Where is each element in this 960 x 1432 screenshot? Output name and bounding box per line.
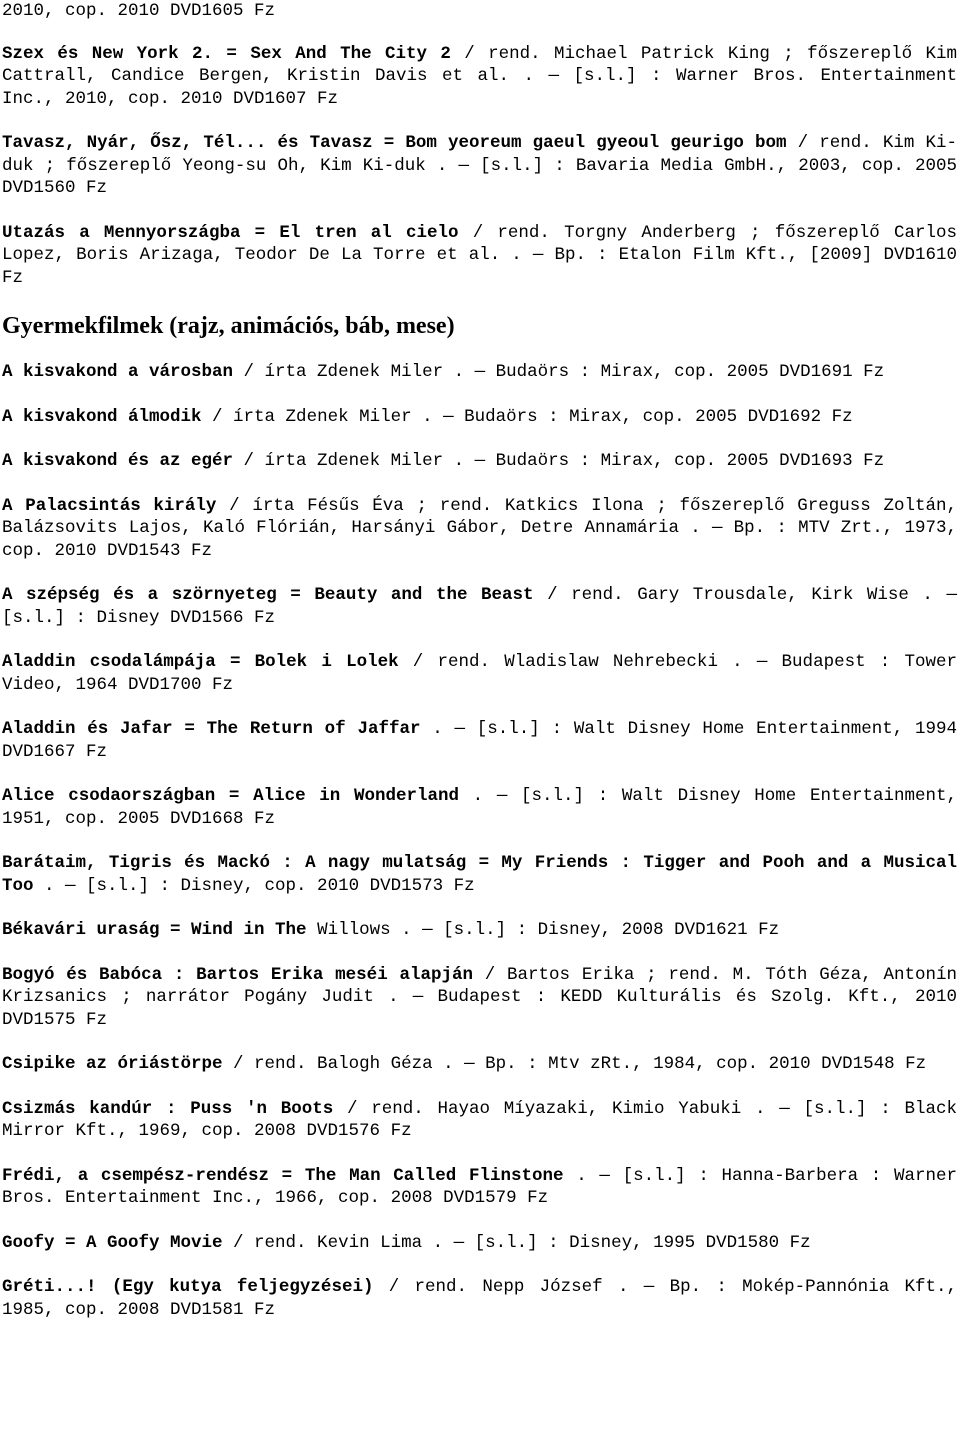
entry-title: Frédi, a csempész-rendész = The Man Called Flinstone — [2, 1165, 564, 1186]
entry-title: Alice csodaországban = Alice in Wonderland — [2, 786, 459, 806]
entry-title: Aladdin és Jafar = The Return of Jaffar — [2, 719, 421, 739]
catalog-entry — [2, 1053, 957, 1076]
catalog-entry — [2, 0, 957, 23]
entry-details: / rend. Balogh Géza . — Bp. : Mtv zRt., 1984, cop. 2010 DVD1548 Fz — [222, 1054, 927, 1074]
catalog-entry — [2, 852, 957, 897]
entry-title: Gréti...! (Egy kutya feljegyzései) — [2, 1277, 374, 1297]
entry-details: / írta Zdenek Miler . — Budaörs : Mirax, cop. 2005 DVD1693 Fz — [233, 451, 885, 471]
entry-title: Barátaim, Tigris és Mackó : A nagy mulatság = My Friends : Tigger and Pooh and a Musical Too — [2, 853, 957, 896]
catalog-entry — [2, 718, 957, 763]
catalog-entry — [2, 584, 957, 629]
entry-title: Tavasz, Nyár, Ősz, Tél... és Tavasz = Bom yeoreum gaeul gyeoul geurigo bom — [2, 133, 787, 153]
entry-details: . — [s.l.] : Hanna-Barbera : Warner Bros. Entertainment Inc., 1966, cop. 2008 DVD1579 Fz — [2, 1165, 957, 1208]
entry-details: / rend. Gary Trousdale, Kirk Wise . — [s.l.] : Disney DVD1566 Fz — [2, 585, 957, 628]
entry-title: Aladdin csodalámpája = Bolek i Lolek — [2, 652, 399, 672]
catalog-entry — [2, 1165, 957, 1210]
entry-title: A szépség és a szörnyeteg = Beauty and the Beast — [2, 585, 534, 605]
entry-details: . — [s.l.] : Walt Disney Home Entertainment, 1951, cop. 2005 DVD1668 Fz — [2, 786, 958, 829]
catalog-entry — [2, 450, 957, 473]
catalog-entry — [2, 43, 957, 111]
entry-details: / rend. Kevin Lima . — [s.l.] : Disney, 1995 DVD1580 Fz — [222, 1232, 811, 1253]
catalog-entry — [2, 964, 957, 1032]
entry-details: / írta Zdenek Miler . — Budaörs : Mirax, cop. 2005 DVD1692 Fz — [201, 406, 853, 427]
entry-details: / írta Zdenek Miler . — Budaörs : Mirax, cop. 2005 DVD1691 Fz — [233, 362, 885, 382]
entry-title: Csipike az óriástörpe — [2, 1054, 223, 1074]
entry-title: A Palacsintás király — [2, 495, 217, 516]
entry-title: A kisvakond a városban — [2, 362, 234, 382]
entry-details: / rend. Kim Ki-duk ; főszereplő Yeong-su Oh, Kim Ki-duk . — [s.l.] : Bavaria Media GmbH., 2003, cop. 2005 DVD1560 Fz — [2, 133, 957, 198]
catalog-entry — [2, 651, 957, 696]
entry-details: Willows . — [s.l.] : Disney, 2008 DVD1621 Fz — [306, 920, 780, 940]
catalog-entry — [2, 919, 957, 942]
catalog-entry — [2, 1276, 957, 1321]
entry-title: Békavári uraság = Wind in The — [2, 920, 307, 940]
catalog-entry — [2, 406, 957, 429]
entry-details: . — [s.l.] : Walt Disney Home Entertainment, 1994 DVD1667 Fz — [2, 719, 957, 762]
entry-title: A kisvakond álmodik — [2, 406, 202, 427]
catalog-entry — [2, 495, 957, 563]
entry-details: . — [s.l.] : Disney, cop. 2010 DVD1573 Fz — [33, 875, 475, 896]
entry-title: Csizmás kandúr : Puss 'n Boots — [2, 1098, 334, 1119]
entry-details: 2010, cop. 2010 DVD1605 Fz — [2, 1, 276, 21]
entry-title: Goofy = A Goofy Movie — [2, 1232, 223, 1253]
catalog-entry — [2, 1098, 957, 1143]
entry-details: / rend. Wladislaw Nehrebecki . — Budapest : Tower Video, 1964 DVD1700 Fz — [2, 652, 957, 695]
entry-title: A kisvakond és az egér — [2, 451, 234, 471]
section-heading: Gyermekfilmek (rajz, animációs, báb, mese) — [2, 313, 455, 339]
catalog-entry — [2, 222, 957, 290]
entry-details: / Bartos Erika ; rend. M. Tóth Géza, Antonín Krizsanics ; narrátor Pogány Judit . — Budapest : KEDD Kulturális és Szolg. Kft., 2010 DVD1575 Fz — [2, 964, 958, 1030]
catalog-entry — [2, 361, 957, 384]
entry-title: Szex és New York 2. = Sex And The City 2 — [2, 43, 451, 64]
catalog-entry — [2, 1232, 957, 1255]
entry-title: Bogyó és Babóca : Bartos Erika meséi alapján — [2, 964, 473, 985]
entry-details: / írta Fésűs Éva ; rend. Katkics Ilona ; főszereplő Greguss Zoltán, Balázsovits Lajos, Kaló Flórián, Harsányi Gábor, Detre Annamária . — Bp. : MTV Zrt., 1973, cop. 2010 DVD1543 Fz — [2, 495, 957, 561]
entry-details: / rend. Nepp József . — Bp. : Mokép-Pannónia Kft., 1985, cop. 2008 DVD1581 Fz — [2, 1277, 957, 1320]
catalog-entry — [2, 785, 957, 830]
entry-details: / rend. Michael Patrick King ; főszereplő Kim Cattrall, Candice Bergen, Kristin Davis et al. . — [s.l.] : Warner Bros. Entertainment Inc., 2010, cop. 2010 DVD1607 Fz — [2, 43, 957, 109]
entry-title: Utazás a Mennyországba = El tren al cielo — [2, 222, 459, 243]
entry-details: / rend. Torgny Anderberg ; főszereplő Carlos Lopez, Boris Arizaga, Teodor De La Torre et al. . — Bp. : Etalon Film Kft., [2009] DVD1610 Fz — [2, 222, 957, 288]
catalog-entry — [2, 132, 957, 200]
entry-details: / rend. Hayao Míyazaki, Kimio Yabuki . — [s.l.] : Black Mirror Kft., 1969, cop. 2008 DVD1576 Fz — [2, 1098, 957, 1141]
